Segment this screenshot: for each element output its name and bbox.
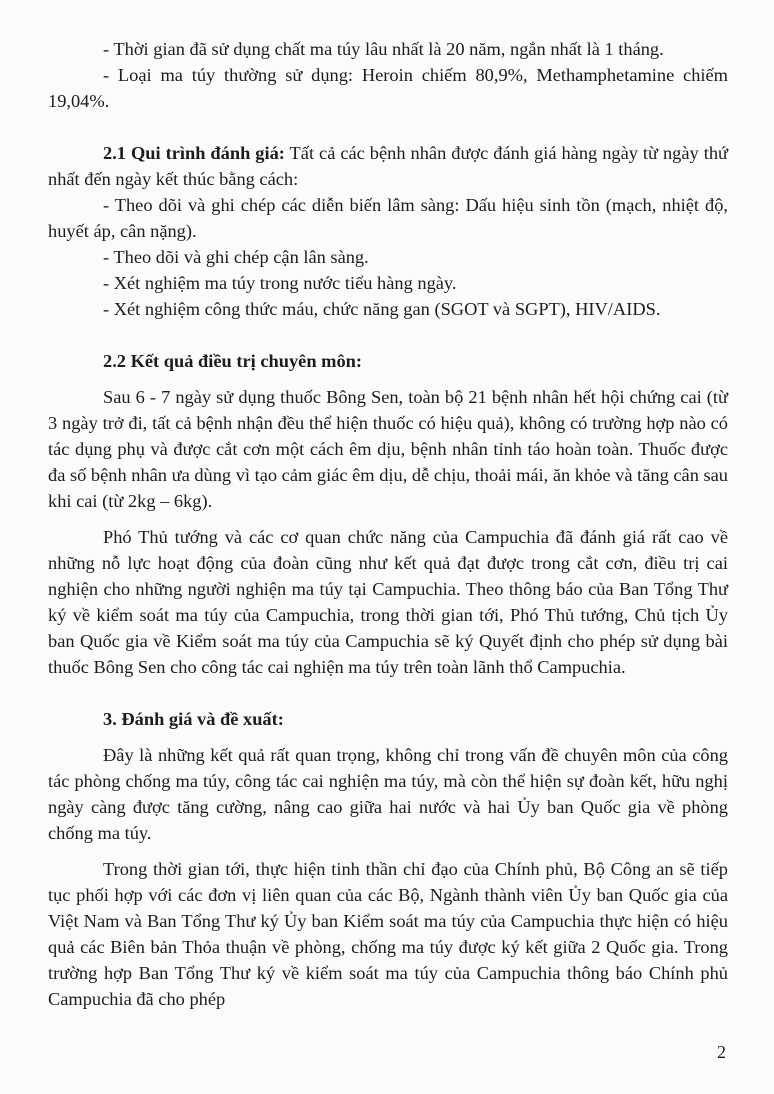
section-2-1-heading: 2.1 Qui trình đánh giá: <box>103 143 285 163</box>
bullet-blood-test: - Xét nghiệm công thức máu, chức năng gan (SGOT và SGPT), HIV/AIDS. <box>103 299 661 319</box>
section-2-1 <box>48 140 728 192</box>
bullet-paraclinical: - Theo dõi và ghi chép cận lân sàng. <box>103 247 369 267</box>
section-3-heading-text: 3. Đánh giá và đề xuất: <box>103 709 284 729</box>
section-3-heading <box>48 706 728 732</box>
bullet-clinical: - Theo dõi và ghi chép các diễn biến lâm sàng: Dấu hiệu sinh tồn (mạch, nhiệt độ, huyết áp, cân nặng). <box>48 195 728 241</box>
paragraph-future: Trong thời gian tới, thực hiện tinh thần chỉ đạo của Chính phủ, Bộ Công an sẽ tiếp tục phối hợp với các đơn vị liên quan của các Bộ, Ngành thành viên Ủy ban Quốc gia của Việt Nam và Ban Tổng Thư ký Ủy ban Kiểm soát ma túy của Campuchia thực hiện có hiệu quả các Biên bản Thỏa thuận về phòng, chống ma túy được ký kết giữa 2 Quốc gia. Trong trường hợp Ban Tổng Thư ký về kiểm soát ma túy của Campuchia thông báo Chính phủ Campuchia đã cho phép <box>48 859 728 1009</box>
section-2-2-heading-text: 2.2 Kết quả điều trị chuyên môn: <box>103 351 363 371</box>
page-number: 2 <box>717 1042 726 1062</box>
paragraph-drug-types: - Loại ma túy thường sử dụng: Heroin chiếm 80,9%, Methamphetamine chiếm 19,04%. <box>48 65 728 111</box>
document-body <box>48 36 728 1012</box>
paragraph-duration: - Thời gian đã sử dụng chất ma túy lâu nhất là 20 năm, ngắn nhất là 1 tháng. <box>103 39 664 59</box>
section-2-1-text: Tất cả các bệnh nhân được đánh giá hàng ngày từ ngày thứ nhất đến ngày kết thúc bằng cách: <box>48 143 728 189</box>
section-2-2-heading <box>48 348 728 374</box>
paragraph-evaluation: Phó Thủ tướng và các cơ quan chức năng của Campuchia đã đánh giá rất cao về những nỗ lực hoạt động của đoàn cũng như kết quả đạt được trong cắt cơn, điều trị cai nghiện cho những người nghiện ma túy tại Campuchia. Theo thông báo của Ban Tổng Thư ký về kiểm soát ma túy của Campuchia, trong thời gian tới, Phó Thủ tướng, Chủ tịch Ủy ban Quốc gia về Kiểm soát ma túy của Campuchia sẽ ký Quyết định cho phép sử dụng bài thuốc Bông Sen cho công tác cai nghiện ma túy trên toàn lãnh thổ Campuchia. <box>48 527 728 677</box>
bullet-urine-test: - Xét nghiệm ma túy trong nước tiểu hàng ngày. <box>103 273 457 293</box>
paragraph-importance: Đây là những kết quả rất quan trọng, không chỉ trong vấn đề chuyên môn của công tác phòng chống ma túy, công tác cai nghiện ma túy, mà còn thể hiện sự đoàn kết, hữu nghị ngày càng được tăng cường, nâng cao giữa hai nước và hai Ủy ban Quốc gia về phòng chống ma túy. <box>48 745 728 843</box>
paragraph-results: Sau 6 - 7 ngày sử dụng thuốc Bông Sen, toàn bộ 21 bệnh nhân hết hội chứng cai (từ 3 ngày trở đi, tất cả bệnh nhận đều thể hiện thuốc có hiệu quả), không có trường hợp nào có tác dụng phụ và được cắt cơn một cách êm dịu, bệnh nhân tỉnh táo hoàn toàn. Thuốc được đa số bệnh nhân ưa dùng vì tạo cảm giác êm dịu, dễ chịu, thoải mái, ăn khỏe và tăng cân sau khi cai (từ 2kg – 6kg). <box>48 387 728 511</box>
